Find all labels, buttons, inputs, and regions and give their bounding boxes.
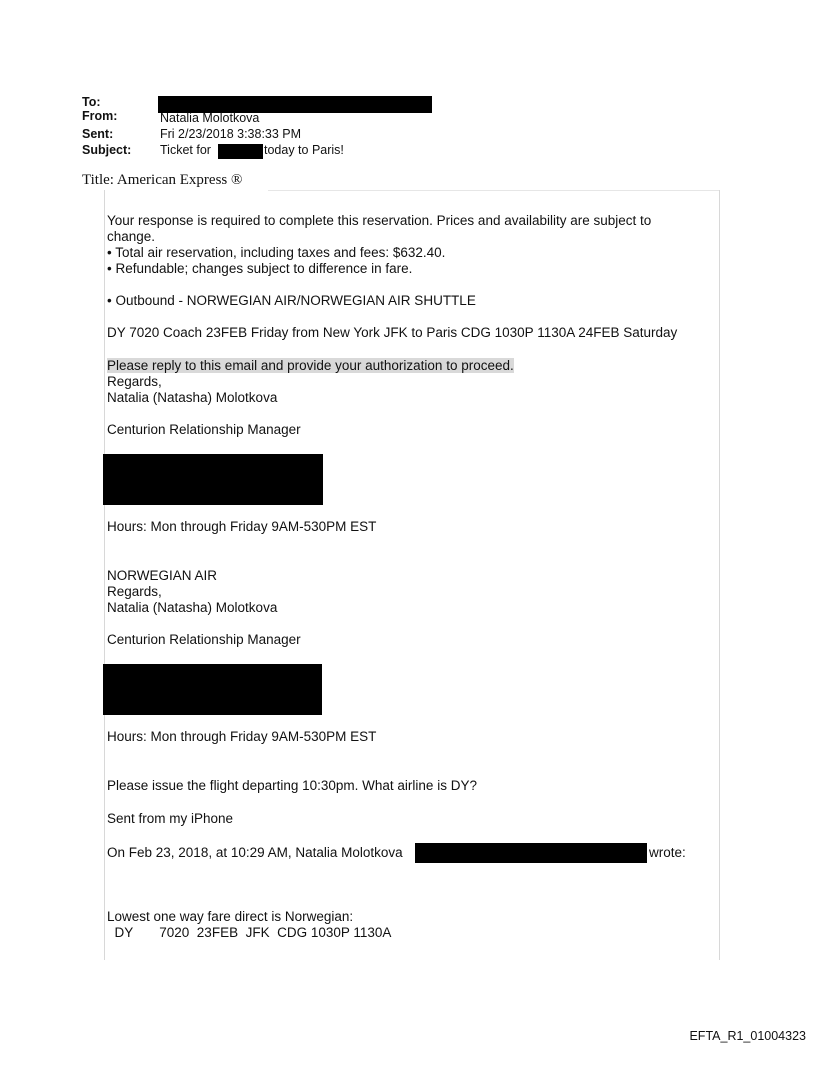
signature-name-2: Natalia (Natasha) Molotkova: [107, 600, 278, 615]
signature-name-1: Natalia (Natasha) Molotkova: [107, 390, 278, 405]
regards-2: Regards,: [107, 584, 162, 599]
reply-request: [107, 358, 514, 375]
hours-2: Hours: Mon through Friday 9AM-530PM EST: [107, 729, 377, 744]
flight-details: DY 7020 Coach 23FEB Friday from New York JFK to Paris CDG 1030P 1130A 24FEB Saturday: [107, 325, 678, 340]
signature-role-2: Centurion Relationship Manager: [107, 632, 301, 647]
hours-1: Hours: Mon through Friday 9AM-530PM EST: [107, 519, 377, 534]
from-value: Natalia Molotkova: [160, 111, 260, 125]
issue-request: Please issue the flight departing 10:30pm. What airline is DY?: [107, 778, 477, 793]
frame-right-border: [719, 190, 720, 960]
sent-label: Sent:: [82, 127, 114, 141]
intro-line-1: Your response is required to complete this reservation. Prices and availability are subject to: [107, 213, 652, 228]
airline-name: NORWEGIAN AIR: [107, 568, 218, 583]
bullet-total-fare: • Total air reservation, including taxes and fees: $632.40.: [107, 245, 446, 260]
redacted-subject-name: [218, 144, 263, 159]
intro-line-2: change.: [107, 229, 156, 244]
subject-prefix: Ticket for: [160, 143, 211, 157]
redacted-email-address: [415, 843, 647, 863]
sent-value: Fri 2/23/2018 3:38:33 PM: [160, 127, 302, 141]
fare-detail-line: DY 7020 23FEB JFK CDG 1030P 1130A: [107, 925, 392, 940]
bullet-refundable: • Refundable; changes subject to difference in fare.: [107, 261, 413, 276]
regards-1: Regards,: [107, 374, 162, 389]
signature-role-1: Centurion Relationship Manager: [107, 422, 301, 437]
quote-header-prefix: On Feb 23, 2018, at 10:29 AM, Natalia Molotkova: [107, 845, 403, 860]
bullet-outbound: • Outbound - NORWEGIAN AIR/NORWEGIAN AIR SHUTTLE: [107, 293, 476, 308]
redacted-contact-2: [103, 664, 322, 715]
subject-suffix: today to Paris!: [264, 143, 344, 157]
lowest-fare-line: Lowest one way fare direct is Norwegian:: [107, 909, 354, 924]
page-title: Title: American Express ®: [82, 172, 243, 188]
redacted-contact-1: [103, 454, 323, 505]
quote-header-suffix: wrote:: [649, 845, 686, 860]
sent-from-iphone: Sent from my iPhone: [107, 811, 234, 826]
to-label: To:: [82, 95, 101, 109]
subject-label: Subject:: [82, 143, 132, 157]
frame-top-border: [268, 190, 720, 191]
reply-request-highlight: Please reply to this email and provide your authorization to proceed.: [107, 358, 514, 373]
from-label: From:: [82, 109, 118, 123]
document-id: EFTA_R1_01004323: [689, 1029, 806, 1043]
frame-left-border: [104, 190, 105, 960]
